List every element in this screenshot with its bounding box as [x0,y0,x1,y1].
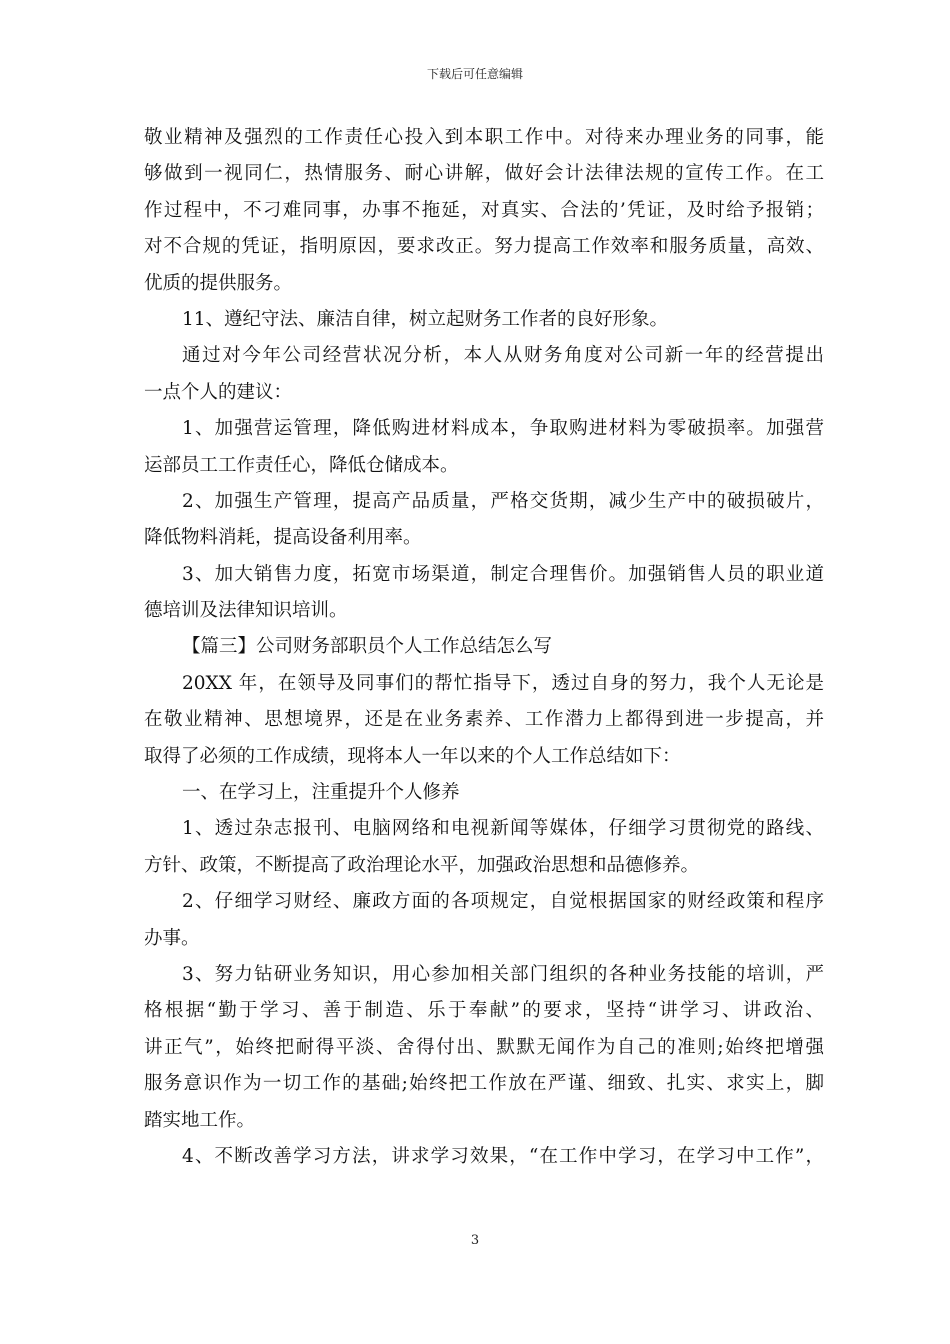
text-line: 办事。 [144,927,200,949]
text-line: 作过程中，不刁难同事，办事不拖延，对真实、合法的’凭证，及时给予报销； [144,199,824,221]
text-line: 一点个人的建议： [144,381,293,403]
page-number: 3 [470,1233,480,1248]
text-line: 1、透过杂志报刊、电脑网络和电视新闻等媒体，仔细学习贯彻党的路线、 [182,818,824,840]
text-line: 取得了必须的工作成绩，现将本人一年以来的个人工作总结如下： [144,745,681,767]
text-line: 1、加强营运管理，降低购进材料成本，争取购进材料为零破损率。加强营 [182,418,824,440]
text-line: 通过对今年公司经营状况分析，本人从财务角度对公司新一年的经营提出 [182,345,824,367]
text-line: 够做到一视同仁，热情服务、耐心讲解，做好会计法律法规的宣传工作。在工 [144,163,824,185]
text-line: 11、遵纪守法、廉洁自律，树立起财务工作者的良好形象。 [182,308,669,330]
text-line: 对不合规的凭证，指明原因，要求改正。努力提高工作效率和服务质量，高效、 [144,236,824,258]
text-line: 4、不断改善学习方法，讲求学习效果，“在工作中学习，在学习中工作”， [182,1145,824,1167]
text-line: 3、加大销售力度，拓宽市场渠道，制定合理售价。加强销售人员的职业道 [182,563,824,585]
text-line: 运部员工工作责任心，降低仓储成本。 [144,454,459,476]
text-line: 优质的提供服务。 [144,272,293,294]
text-line: 德培训及法律知识培训。 [144,600,348,622]
text-line: 3、努力钻研业务知识，用心参加相关部门组织的各种业务技能的培训，严 [182,963,824,985]
text-line: 讲正气”，始终把耐得平淡、舍得付出、默默无闻作为自己的准则;始终把增强 [144,1036,824,1058]
text-line: 格根据“勤于学习、善于制造、乐于奉献”的要求，坚持“讲学习、讲政治、 [144,1000,824,1022]
text-line: 2、加强生产管理，提高产品质量，严格交货期，减少生产中的破损破片， [182,490,824,512]
document-body [144,120,824,1175]
text-line: 【篇三】公司财务部职员个人工作总结怎么写 [182,636,553,658]
text-line: 2、仔细学习财经、廉政方面的各项规定，自觉根据国家的财经政策和程序 [182,891,824,913]
text-line: 一、在学习上，注重提升个人修养 [182,782,460,804]
text-line: 在敬业精神、思想境界，还是在业务素养、工作潜力上都得到进一步提高，并 [144,709,824,731]
text-line: 踏实地工作。 [144,1109,256,1131]
text-line: 方针、政策，不断提高了政治理论水平，加强政治思想和品德修养。 [144,854,700,876]
text-line: 降低物料消耗，提高设备利用率。 [144,527,422,549]
text-line: 20XX 年，在领导及同事们的帮忙指导下，透过自身的努力，我个人无论是 [182,672,824,694]
text-line: 敬业精神及强烈的工作责任心投入到本职工作中。对待来办理业务的同事，能 [144,127,824,148]
page-header: 下载后可任意编辑 [426,67,523,81]
text-line: 服务意识作为一切工作的基础;始终把工作放在严谨、细致、扎实、求实上，脚 [144,1073,824,1095]
